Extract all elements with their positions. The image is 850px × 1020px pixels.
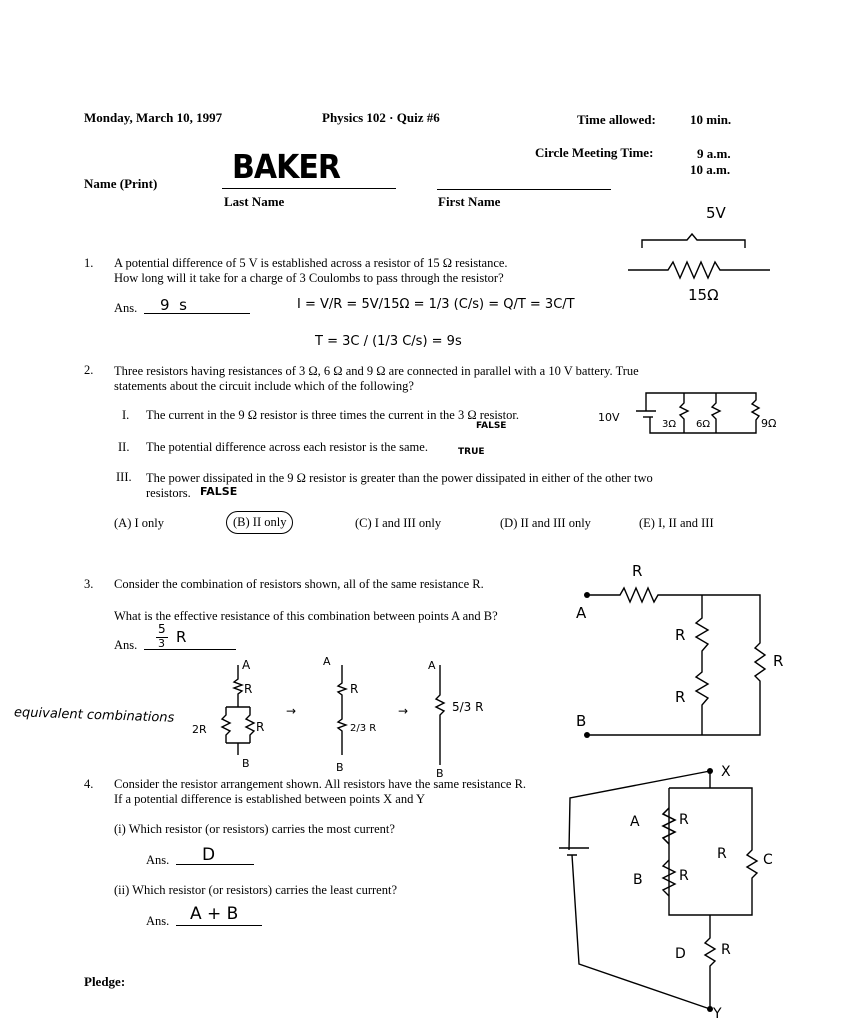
q4-fig-label-x: X [721,764,731,780]
q4-fig-label-ra: R [679,812,689,828]
q1-resistor-figure [620,200,780,305]
q1-answer: 9 s [160,296,187,314]
time-allowed-value: 10 min. [690,112,732,127]
q3-work1-b: B [242,757,250,770]
q3-work2-a: A [323,655,331,668]
q4-fig-label-y: Y [713,1006,722,1020]
q3-fig-label-r-mid2: R [675,688,686,706]
q3-arrow1: → [286,704,297,718]
q3-work1-2r-label: 2R [192,723,207,736]
q1-fig-resistance: 15Ω [688,286,719,304]
q4-text-line1: Consider the resistor arrangement shown. All resistors have the same resistance R. [114,777,527,791]
q4-number: 4. [84,777,94,791]
q3-ans-label: Ans. [114,638,138,652]
q2-choice-a[interactable]: (A) I only [114,516,164,530]
q2-fig-r2-label: 6Ω [696,419,711,430]
last-name-label: Last Name [224,194,285,209]
q3-number: 3. [84,577,94,591]
q2-statement-2: The potential difference across each resistor is the same. [146,440,428,454]
q2-statement-3-line2: resistors. [146,486,191,500]
q2-number: 2. [84,363,94,377]
q1-work-line2: T = 3C / (1/3 C/s) = 9s [315,334,462,349]
q2-statement-3-line1: The power dissipated in the 9 Ω resistor is greater than the power dissipated in either of the other two [146,471,653,485]
q3-work2-chain [338,665,346,755]
time-allowed-label: Time allowed: [577,112,656,127]
q4-fig-parallel-block [669,771,757,915]
q3-work1-r-label: R [244,682,253,696]
q3-arrow2: → [398,704,409,718]
course-title: Physics 102 · Quiz #6 [322,110,440,125]
q4-fig-label-rd: R [721,942,731,958]
q2-fig-r1-label: 3Ω [662,419,677,430]
q3-work1-parallel [222,707,254,755]
q3-work2-r: R [350,682,359,696]
q3-fig-outer-wire [587,588,765,735]
q4-fig-label-rc: R [717,846,727,862]
last-name-handwritten: BAKER [232,148,340,187]
q3-work3-a: A [428,659,436,672]
q3-work3-chain [436,665,444,765]
q4-fig-outer-loop [559,771,710,1009]
q4-answer-ii-field[interactable] [176,925,262,926]
q3-fig-node-b [584,732,590,738]
q4-ans-ii-label: Ans. [146,914,170,928]
q1-fig-resistor [628,262,770,278]
q1-number: 1. [84,256,94,270]
q3-work1-r2-label: R [256,720,265,734]
q4-text-line2: If a potential difference is established between points X and Y [114,792,426,806]
q4-answer-i: D [202,845,216,865]
q1-ans-label: Ans. [114,301,138,315]
q4-fig-resistor-d [705,915,715,1009]
q4-fig-label-d: D [675,946,686,962]
q3-work-diagrams [190,655,510,780]
q1-text-line2: How long will it take for a charge of 3 Coulombs to pass through the resistor? [114,271,504,285]
q3-fig-label-r-mid1: R [675,626,686,644]
q3-fig-middle-branch [696,595,708,735]
q2-text-line2: statements about the circuit include which of the following? [114,379,414,393]
q3-work1-a: A [242,658,251,672]
q3-work2-two-thirds: 2/3 R [350,723,377,734]
q3-work3-five-thirds: 5/3 R [452,700,484,714]
q3-fig-label-b: B [576,712,587,730]
q3-note: equivalent combinations [13,705,175,726]
q4-ans-i-label: Ans. [146,853,170,867]
circle-meeting-label: Circle Meeting Time: [535,145,654,160]
q2-statement-3-num: III. [116,470,132,484]
q3-answer-den: 3 [158,637,165,650]
q4-fig-label-b: B [633,872,643,888]
q2-parallel-circuit [596,385,796,440]
pledge-label: Pledge: [84,974,126,989]
first-name-label: First Name [438,194,501,209]
q4-fig-label-rb: R [679,868,689,884]
quiz-date: Monday, March 10, 1997 [84,110,223,125]
q2-fig-r1 [680,393,688,433]
q3-work1-series-r [234,665,242,707]
q2-choice-d[interactable]: (D) II and III only [500,516,591,530]
q2-statement-2-mark: TRUE [458,447,485,457]
q2-fig-r2 [712,393,720,433]
q2-statement-1-num: I. [122,408,130,422]
meeting-time-10: 10 a.m. [690,162,731,177]
q3-fig-label-a: A [576,604,587,622]
q2-statement-2-num: II. [118,440,130,454]
q4-answer-ii: A + B [190,904,239,924]
q3-answer-unit: R [176,628,187,646]
q1-text-line1: A potential difference of 5 V is established across a resistor of 15 Ω resistance. [114,256,508,270]
meeting-time-9: 9 a.m. [697,146,731,161]
q1-work-line1: I = V/R = 5V/15Ω = 1/3 (C/s) = Q/T = 3C/T [297,297,575,312]
q3-text1: Consider the combination of resistors shown, all of the same resistance R. [114,577,484,591]
q3-answer-num: 5 [158,622,166,636]
q4-fig-label-a: A [630,814,640,830]
q2-statement-1: The current in the 9 Ω resistor is three times the current in the 3 Ω resistor. [146,408,519,422]
q2-choice-b-selected[interactable]: (B) II only [226,511,293,534]
q1-fig-voltage: 5V [706,204,726,222]
q3-work2-b: B [336,761,344,774]
q3-fig-label-r-top: R [632,562,643,580]
q3-text2: What is the effective resistance of this combination between points A and B? [114,609,498,623]
q2-choice-c[interactable]: (C) I and III only [355,516,442,530]
q1-fig-brace [642,234,745,248]
q4-part-i: (i) Which resistor (or resistors) carries the most current? [114,822,395,836]
q2-text-line1: Three resistors having resistances of 3 Ω, 6 Ω and 9 Ω are connected in parallel with a 10 V battery. True [114,364,639,378]
q4-circuit-figure [545,760,800,1020]
first-name-field[interactable] [437,189,611,190]
q2-fig-r3-label: 9Ω [761,417,777,430]
q4-fig-label-c: C [763,852,773,868]
q2-statement-1-mark: FALSE [476,421,507,431]
q2-choice-e[interactable]: (E) I, II and III [639,516,714,530]
q3-fig-label-r-right: R [773,652,784,670]
q3-work3-b: B [436,767,444,780]
q2-fig-battery-label: 10V [598,411,620,424]
q3-circuit-figure [570,560,790,745]
last-name-field[interactable] [222,188,396,189]
name-label: Name (Print) [84,176,158,191]
q2-statement-3-mark: FALSE [200,485,238,498]
q4-part-ii: (ii) Which resistor (or resistors) carries the least current? [114,883,397,897]
